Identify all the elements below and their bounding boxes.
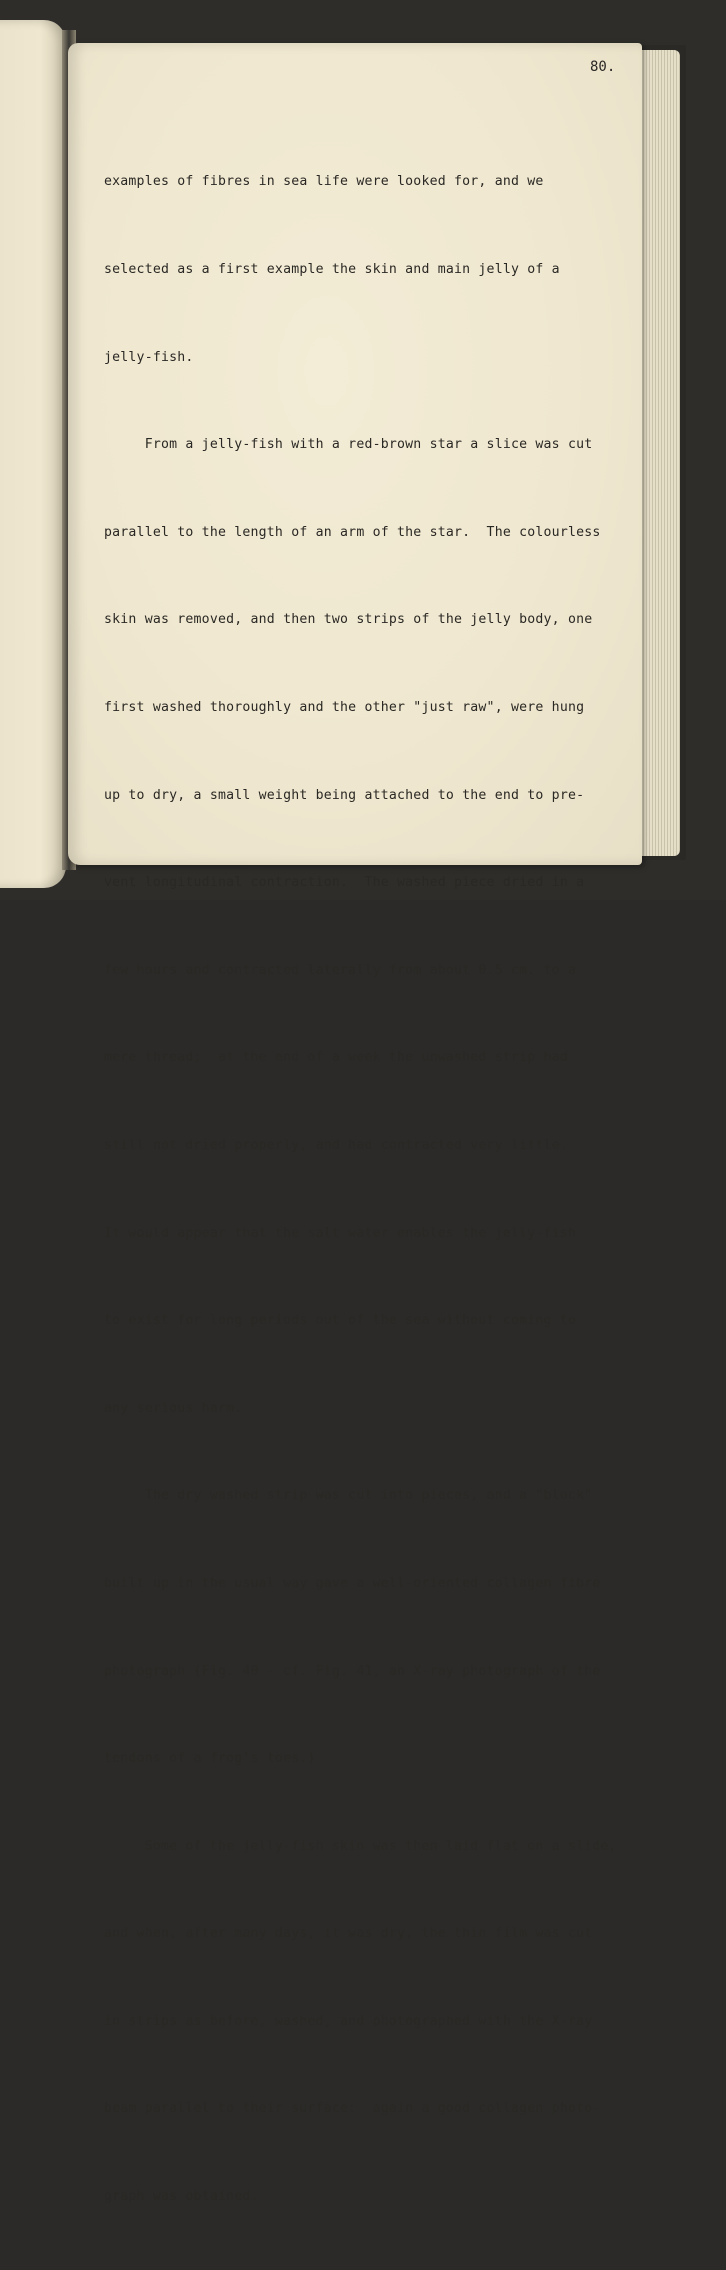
text-line: photograph (Fig. 40 - cf. Fig. 41, an X-ray photograph of the (104, 1663, 601, 1679)
text-line: any serious harm. (104, 1400, 243, 1416)
text-line: Some of the jelly-fish skin was then laid flat on a slide, (104, 1838, 617, 1854)
main-page (68, 43, 642, 2205)
text-line: jelly-fish. (104, 349, 194, 365)
text-line: skin was removed, and then two strips of the jelly body, one (104, 612, 593, 628)
page-number: 80. (590, 59, 616, 75)
text-line: built up in the usual way gave a well-oriented collagen fibre (104, 1575, 601, 1591)
text-line: first washed thoroughly and the other "just raw", were hung (104, 699, 585, 715)
text-line: selected as a first example the skin and main jelly of a (104, 262, 560, 277)
text-line: up to dry, a small weight being attached to the end to pre- (104, 787, 585, 803)
text-line: tendons of a frog's toes.) (104, 1751, 316, 1767)
text-line: in strips as before, washed, and photographed with the X-ray (104, 2013, 593, 2029)
text-line: beam parallel to their surface: again a good collagen photo- (104, 2101, 601, 2117)
text-line: vent longitudinal contraction. The washed piece dried in a (104, 875, 585, 891)
text-line: parallel to the length of an arm of the star. The colourless (104, 524, 601, 540)
typed-body-text (104, 109, 624, 2270)
text-line: mere thread; at the end of a week the unwashed strip had (104, 1050, 568, 1066)
text-line: few hours and contracted laterally from about 0.5 cm. to a (104, 962, 577, 978)
text-line: It would appear that the salt water enables the jelly-fish (104, 1225, 577, 1241)
text-line: to exist for long periods out of the sea without coming to (104, 1313, 577, 1329)
text-line: still not dried properly, and had contracted very little. (104, 1137, 568, 1153)
text-line: and when, after many days, it was dry, the thin film was cut (104, 1926, 593, 1942)
left-page (0, 20, 66, 888)
text-line: The dry washed strip was cut into pieces, and a "block" (104, 1488, 593, 1504)
text-line: graph was obtained. (104, 2189, 259, 2205)
text-line: examples of fibres in sea life were looked for, and we (104, 174, 544, 190)
text-line: From a jelly-fish with a red-brown star a slice was cut (104, 437, 593, 453)
